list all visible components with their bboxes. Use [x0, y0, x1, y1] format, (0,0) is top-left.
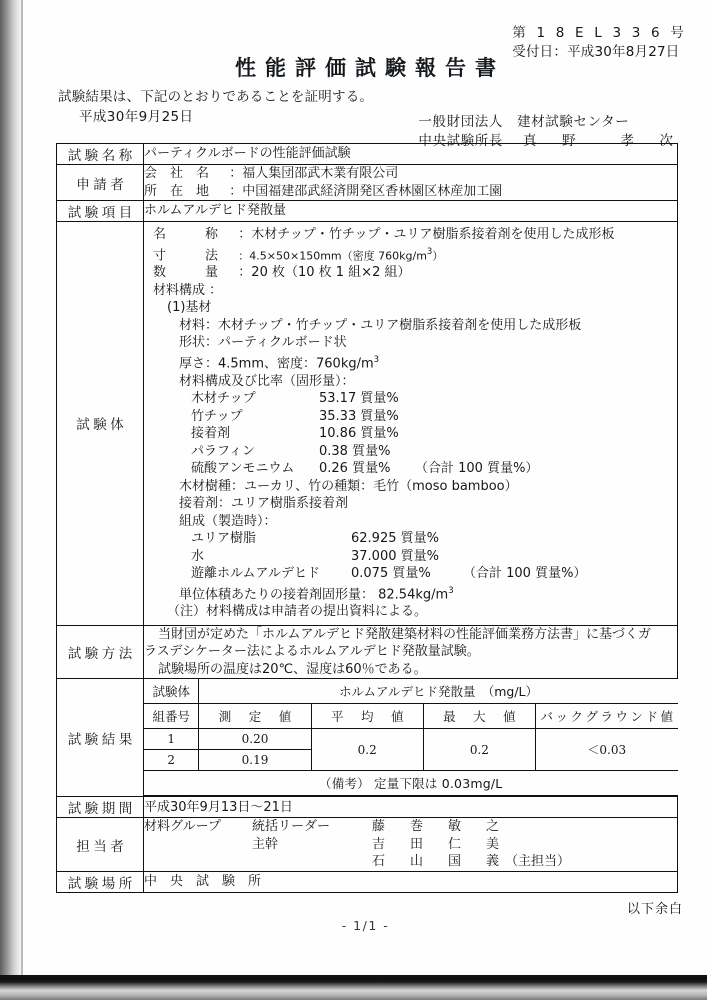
results-measured-value: 0.20 — [199, 729, 311, 750]
table-row-test-item — [57, 201, 678, 222]
received-date: 受付日：平成30年8月27日 — [512, 44, 680, 60]
ratio-total-note: （合計 100 質量%） — [415, 461, 539, 477]
specimen-quantity-line — [153, 264, 668, 282]
staff-entry-2 — [144, 836, 677, 854]
page-number: - 1/1 - — [341, 918, 390, 933]
ratio-value: 10.86 質量% — [319, 426, 399, 442]
results-table — [144, 679, 678, 796]
report-number: 第 1 8 E L 3 3 6 号 — [512, 25, 687, 41]
row-value-test-name: パーティクルボードの性能評価試験 — [144, 144, 678, 165]
staff-name: 吉 田 仁 美 — [372, 836, 506, 852]
row-label-period: 試験期間 — [57, 797, 144, 818]
applicant-address-line — [144, 183, 677, 201]
applicant-address-value: ：中国福建邵武経済開発区香林園区林産加工園 — [229, 183, 503, 199]
ratio-name: 硫酸アンモニウム — [191, 461, 295, 477]
results-header-row-1 — [144, 679, 678, 704]
row-label-specimen: 試験体 — [57, 222, 144, 626]
page-title: 性能評価試験報告書 — [235, 56, 505, 80]
specimen-solid-per-volume — [153, 583, 668, 604]
specimen-size-exponent: 3 — [426, 246, 433, 257]
results-group-header: ホルムアルデヒド発散量 （mg/L） — [199, 679, 678, 704]
composition-value: 37.000 質量% — [351, 548, 439, 564]
results-col-average: 平 均 値 — [311, 704, 423, 729]
issuer-organization: 一般財団法人 建材試験センター — [418, 114, 630, 130]
table-row-applicant — [57, 165, 678, 201]
document-page — [24, 0, 707, 975]
method-line-2: ラスデシケーター法によるホルムアルデヒド発散量試験。 — [144, 644, 480, 660]
specimen-substrate-material: 材料：木材チップ・竹チップ・ユリア樹脂系接着剤を使用した成形板 — [179, 317, 582, 333]
table-row-staff — [57, 818, 678, 872]
report-table — [56, 143, 678, 893]
results-background-value: ＜0.03 — [535, 729, 677, 771]
staff-role: 主幹 — [252, 836, 279, 852]
results-remark — [144, 771, 678, 796]
specimen-name-key: 名 称 — [153, 227, 219, 242]
row-value-period: 平成30年9月13日～21日 — [144, 797, 678, 818]
applicant-address-key: 所 在 地 — [144, 183, 210, 199]
row-value-method — [144, 625, 678, 679]
table-row-test-name — [57, 144, 678, 165]
blank-space-note: 以下余白 — [626, 902, 683, 917]
results-remark-text: 定量下限は 0.03mg/L — [374, 776, 503, 792]
ratio-item-ammonium-sulfate — [153, 460, 668, 478]
ratio-name: パラフィン — [191, 443, 255, 459]
results-remark-label: （備考） — [319, 776, 370, 792]
specimen-size-tail: ） — [432, 248, 444, 262]
results-max-value: 0.2 — [423, 729, 535, 771]
specimen-name-value: ：木材チップ・竹チップ・ユリア樹脂系接着剤を使用した成形板 — [238, 227, 615, 242]
issuer-name: 真 野 孝 次 — [523, 133, 679, 149]
row-value-specimen — [144, 222, 678, 626]
results-col-measured: 測 定 値 — [199, 704, 311, 729]
scan-left-edge-line — [21, 0, 23, 978]
composition-item-urea-resin — [153, 530, 668, 548]
composition-value: 0.075 質量% — [351, 566, 431, 582]
composition-item-free-formaldehyde — [153, 565, 668, 583]
ratio-name: 木材チップ — [191, 391, 256, 407]
results-average-value: 0.2 — [311, 729, 423, 771]
row-label-staff: 担当者 — [57, 818, 144, 872]
staff-role: 統括リーダー — [252, 819, 331, 835]
issuer-role: 中央試験所長 — [418, 133, 503, 149]
staff-group — [144, 836, 252, 854]
table-row-place — [57, 871, 678, 892]
row-value-staff — [144, 818, 678, 872]
ratio-item-wood-chip — [153, 390, 668, 408]
method-line-3: 試験場所の温度は20℃、湿度は60％である。 — [158, 661, 427, 677]
staff-group — [144, 853, 252, 871]
row-label-results: 試験結果 — [57, 679, 144, 797]
scan-bottom-edge-artifact — [0, 978, 707, 1000]
row-value-results — [144, 679, 678, 797]
ratio-value: 0.38 質量% — [319, 443, 391, 459]
specimen-substrate-thickness — [153, 352, 668, 373]
composition-name: ユリア樹脂 — [191, 531, 257, 547]
results-col-specimen-group-bottom: 組番号 — [144, 704, 199, 729]
specimen-substrate-shape: 形状：パーティクルボード状 — [179, 335, 347, 351]
certification-text: 試験結果は、下記のとおりであることを証明する。 — [58, 89, 374, 105]
table-row-specimen — [57, 222, 678, 626]
specimen-adhesive-line: 接着剤：ユリア樹脂系接着剤 — [179, 496, 349, 512]
specimen-composition-key: 材料構成 ： — [153, 282, 223, 298]
certification-date: 平成30年9月25日 — [79, 109, 194, 125]
composition-total-note: （合計 100 質量%） — [463, 566, 587, 582]
results-specimen-no: 2 — [144, 750, 199, 771]
method-line-1: 当財団が定めた「ホルムアルデヒド発散建築材料の性能評価業務方法書」に基づくガ — [158, 626, 651, 642]
row-label-applicant: 申請者 — [57, 165, 144, 201]
specimen-substrate-thickness-text: 厚さ：4.5mm、密度：760kg/m — [179, 356, 374, 372]
results-data-row-1 — [144, 729, 678, 750]
composition-value: 62.925 質量% — [351, 531, 439, 547]
ratio-name: 竹チップ — [191, 408, 243, 424]
ratio-item-adhesive — [153, 425, 668, 443]
staff-name: 藤 巻 敏 之 — [372, 819, 506, 835]
specimen-quantity-value: ：20 枚（10 枚 1 組×2 組） — [238, 265, 411, 281]
solid-per-volume-exponent: 3 — [448, 585, 454, 596]
row-label-test-item: 試験項目 — [57, 201, 144, 222]
results-measured-value: 0.19 — [199, 750, 311, 771]
results-col-specimen-group-top: 試験体 — [144, 679, 199, 704]
staff-name-note: （主担当） — [505, 854, 571, 870]
ratio-item-paraffin — [153, 443, 668, 461]
specimen-composition-heading: 組成（製造時）： — [179, 513, 277, 529]
specimen-note: （注）材料構成は申請者の提出資料による。 — [167, 604, 428, 620]
row-label-place: 試験場所 — [57, 871, 144, 892]
scan-left-edge-artifact — [0, 0, 22, 978]
table-row-method — [57, 625, 678, 679]
row-label-method: 試験方法 — [57, 625, 144, 679]
applicant-company-key: 会 社 名 — [144, 166, 210, 181]
specimen-name-line — [153, 226, 668, 244]
row-value-place: 中 央 試 験 所 — [144, 871, 678, 892]
specimen-size-value: ：4.5×50×150mm（密度 760kg/m — [238, 248, 427, 262]
solid-per-volume-text: 単位体積あたりの接着剤固形量： 82.54kg/m — [179, 586, 449, 602]
applicant-company-line — [144, 165, 677, 183]
ratio-item-bamboo-chip — [153, 408, 668, 426]
staff-entry-1 — [144, 818, 677, 836]
ratio-value: 53.17 質量% — [319, 391, 399, 407]
specimen-ratio-heading: 材料構成及び比率（固形量）： — [179, 373, 355, 389]
staff-entry-3 — [144, 853, 677, 871]
composition-name: 遊離ホルムアルデヒド — [191, 566, 320, 582]
ratio-name: 接着剤 — [191, 426, 231, 442]
row-label-test-name: 試験名称 — [57, 144, 144, 165]
specimen-quantity-key: 数 量 — [153, 265, 219, 281]
staff-role — [252, 853, 372, 871]
specimen-size-key: 寸 法 — [153, 247, 219, 263]
thickness-exponent: 3 — [373, 354, 380, 365]
composition-name: 水 — [191, 548, 205, 564]
results-header-row-2 — [144, 704, 678, 729]
results-col-max: 最 大 値 — [423, 704, 535, 729]
table-row-period — [57, 797, 678, 818]
row-value-test-item: ホルムアルデヒド発散量 — [144, 201, 678, 222]
specimen-size-line — [153, 244, 668, 265]
results-col-background: バックグラウンド値 — [535, 704, 677, 729]
composition-item-water — [153, 548, 668, 566]
ratio-value: 0.26 質量% — [319, 461, 391, 477]
table-row-results — [57, 679, 678, 797]
ratio-value: 35.33 質量% — [319, 408, 399, 424]
staff-name: 石 山 国 義 — [372, 854, 506, 870]
specimen-substrate-heading: (1)基材 — [167, 300, 212, 316]
row-value-applicant — [144, 165, 678, 201]
staff-group: 材料グループ — [144, 819, 221, 835]
results-specimen-no: 1 — [144, 729, 199, 750]
results-remark-row — [144, 771, 678, 796]
specimen-species-line: 木材樹種：ユーカリ、竹の種類：毛竹（moso bamboo） — [179, 478, 518, 494]
applicant-company-value: ：福人集団邵武木業有限公司 — [229, 166, 399, 181]
